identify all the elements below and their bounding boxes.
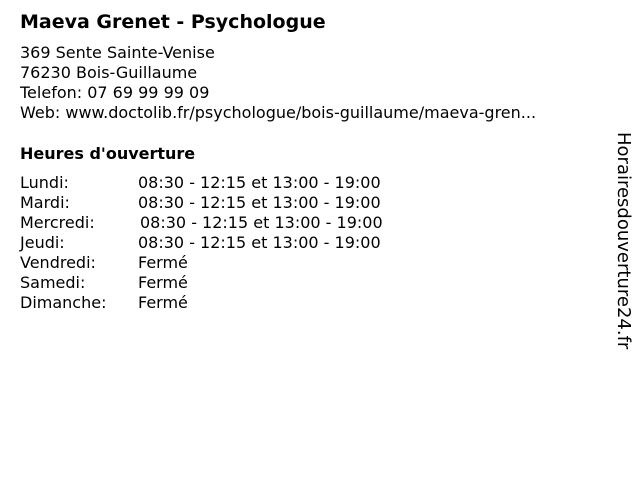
city-postcode: 76230 Bois-Guillaume (20, 63, 198, 82)
day-label: Mercredi: (20, 213, 95, 232)
day-hours: Fermé (138, 253, 188, 272)
site-watermark: Horairesdouverture24.fr (613, 132, 634, 350)
day-label: Jeudi: (20, 233, 65, 252)
day-hours: Fermé (138, 293, 188, 312)
day-hours: 08:30 - 12:15 et 13:00 - 19:00 (138, 193, 381, 212)
street-address: 369 Sente Sainte-Venise (20, 43, 215, 62)
day-hours: 08:30 - 12:15 et 13:00 - 19:00 (140, 213, 383, 232)
address-block (20, 43, 536, 123)
day-hours: Fermé (138, 273, 188, 292)
day-label: Dimanche: (20, 293, 107, 312)
website-link[interactable]: Web: www.doctolib.fr/psychologue/bois-guillaume/maeva-gren... (20, 103, 537, 122)
business-name: Maeva Grenet - Psychologue (20, 11, 326, 33)
day-label: Lundi: (20, 173, 69, 192)
day-hours: 08:30 - 12:15 et 13:00 - 19:00 (138, 233, 381, 252)
day-hours: 08:30 - 12:15 et 13:00 - 19:00 (138, 173, 381, 192)
opening-hours-title: Heures d'ouverture (20, 144, 196, 163)
day-label: Mardi: (20, 193, 70, 212)
phone-number: Telefon: 07 69 99 99 09 (20, 83, 210, 102)
day-label: Vendredi: (20, 253, 96, 272)
day-label: Samedi: (20, 273, 86, 292)
